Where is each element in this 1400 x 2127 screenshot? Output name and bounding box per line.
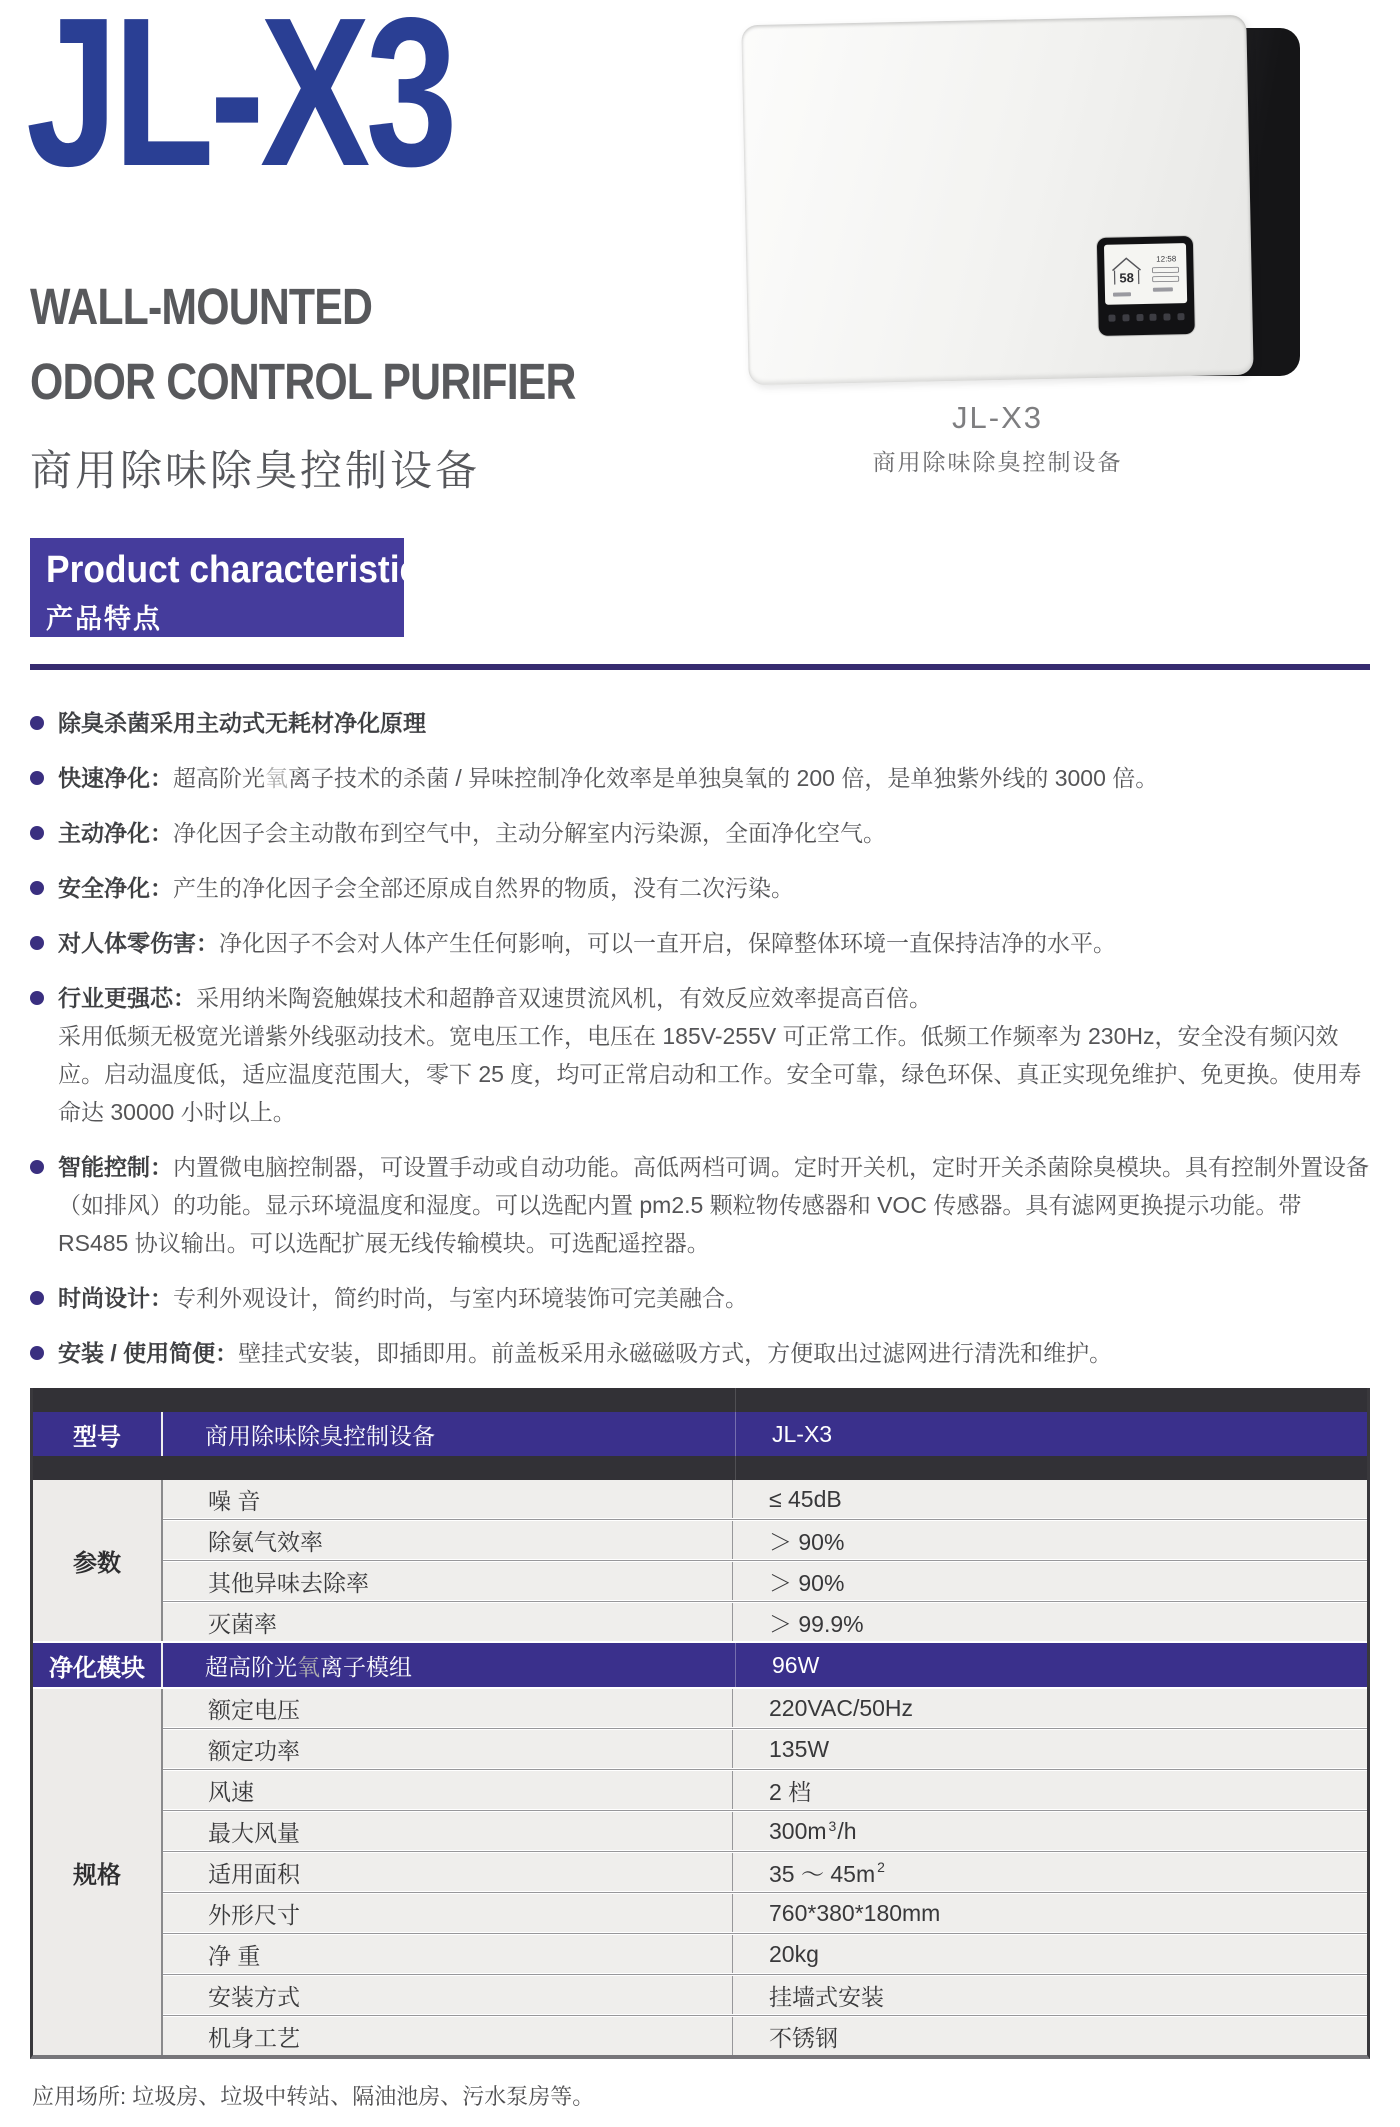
list-item [30,924,1376,962]
list-item [30,869,1376,907]
bullet-icon [30,991,44,1005]
feature-label: 安全净化： [58,875,173,901]
product-photo [700,0,1390,500]
bullet-icon [30,1291,44,1305]
feature-label: 快速净化： [58,765,173,791]
headline-line1: WALL-MOUNTED [30,278,373,335]
screen-reading: 58 [1119,270,1135,286]
screen-time: 12:58 [1156,254,1177,264]
table-row: 风速 2 档 [163,1771,1367,1809]
bullet-icon [30,936,44,950]
table-row: 机身工艺 不锈钢 [163,2017,1367,2055]
module-row-name: 超高阶光 氧 离子模组 [205,1653,412,1680]
model-row-label: 型号 [33,1412,163,1456]
list-item [30,704,1376,742]
module-row-value: 96W [735,1643,1367,1687]
headline-en [30,276,680,426]
panel-button-icons [1105,313,1187,322]
table-row: 除氨气效率 ＞ 90% [163,1521,1367,1559]
bullet-icon [30,1346,44,1360]
table-row: 适用面积 35 ～ 45m $^2$ [163,1853,1367,1891]
table-module-row [33,1643,1367,1687]
feature-text: 专利外观设计，简约时尚，与室内环境装饰可完美融合。 [173,1285,748,1311]
feature-label: 时尚设计： [58,1285,173,1311]
table-row: 安装方式 挂墙式安装 [163,1976,1367,2014]
feature-text: 净化因子会主动散布到空气中，主动分解室内污染源，全面净化空气。 [173,820,886,846]
list-item [30,1279,1376,1317]
section-header [30,538,439,637]
params-group-label: 参数 [33,1480,163,1641]
feature-label: 主动净化： [58,820,173,846]
bullet-icon [30,1160,44,1174]
feature-text: 采用纳米陶瓷触媒技术和超静音双速贯流风机，有效反应效率提高百倍。 [196,985,932,1011]
feature-text: 超高阶光氧离子技术的杀菌 / 异味控制净化效率是单独臭氧的 200 倍，是单独紫外线的 3000 倍。 [173,765,1159,791]
list-item [30,1334,1376,1372]
model-row-value: JL-X3 [735,1412,1367,1456]
feature-text-extra: 采用低频无极宽光谱紫外线驱动技术。宽电压工作，电压在 185V-255V 可正常工作。低频工作频率为 230Hz，安全没有频闪效应。启动温度低，适应温度范围大，零下 25 度，均可正常启动和工作。安全可靠，绿色环保、真正实现免维护、免更换。使用寿命达 30000 小时以上。 [58,1023,1362,1125]
list-item [30,759,1376,797]
feature-text: 壁挂式安装，即插即用。前盖板采用永磁磁吸方式，方便取出过滤网进行清洗和维护。 [238,1340,1113,1366]
feature-label: 安装 / 使用简便： [58,1340,239,1366]
table-row: 额定电压 220VAC/50Hz [163,1689,1367,1727]
device-display [1104,243,1187,305]
table-row: 额定功率 135W [163,1730,1367,1768]
table-model-row [33,1412,1367,1456]
section-divider [30,664,1370,670]
bullet-icon [30,881,44,895]
feature-label: 行业更强芯： [58,985,196,1011]
table-band [33,1456,1367,1480]
feature-label: 对人体零伤害： [58,930,219,956]
feature-label: 智能控制： [58,1154,173,1180]
table-row: 其他异味去除率 ＞ 90% [163,1562,1367,1600]
table-row: 灭菌率 ＞ 99.9% [163,1603,1367,1641]
bullet-icon [30,716,44,730]
section-title-en: Product characteristics [46,549,439,591]
list-item [30,979,1376,1131]
headline-cn: 商用除味除臭控制设备 [30,449,481,495]
list-item [30,1148,1376,1262]
page-title: JL-X3 [26,0,453,210]
model-row-name: 商用除味除臭控制设备 [205,1422,435,1449]
table-row: 净 重 20kg [163,1935,1367,1973]
specs-group [33,1689,1367,2055]
table-row: 噪 音 ≤ 45dB [163,1480,1367,1518]
display-graphic [1104,243,1187,305]
table-row: 外形尺寸 760*380*180mm [163,1894,1367,1932]
bullet-icon [30,826,44,840]
feature-text: 净化因子不会对人体产生任何影响，可以一直开启，保障整体环境一直保持洁净的水平。 [219,930,1116,956]
table-top-band [33,1388,1367,1412]
specs-group-label: 规格 [33,1689,163,2055]
photo-caption-cn: 商用除味除臭控制设备 [872,450,1123,475]
params-group [33,1480,1367,1641]
feature-text: 内置微电脑控制器，可设置手动或自动功能。高低两档可调。定时开关机，定时开关杀菌除臭模块。具有控制外置设备（如排风）的功能。显示环境温度和湿度。可以选配内置 pm2.5 颗粒物传感器和 VOC 传感器。具有滤网更换提示功能。带 RS485 协议输出。可以选配扩展无线传输模块。可选配遥控器。 [58,1154,1369,1256]
spec-table [30,1388,1370,2059]
module-row-label: 净化模块 [33,1643,163,1687]
headline-line2: ODOR CONTROL PURIFIER [30,353,576,410]
table-row: 最大风量 300m $^3$ /h [163,1812,1367,1850]
feature-text: 产生的净化因子会全部还原成自然界的物质，没有二次污染。 [173,875,794,901]
feature-label: 除臭杀菌采用主动式无耗材净化原理 [58,710,426,736]
section-title-cn: 产品特点 [46,604,162,634]
control-panel [1097,236,1195,336]
feature-list [30,704,1376,1389]
list-item [30,814,1376,852]
photo-caption-model: JL-X3 [952,400,1043,435]
applications-note: 应用场所: 垃圾房、垃圾中转站、隔油池房、污水泵房等。 [32,2084,595,2109]
device-front-panel [741,15,1253,385]
bullet-icon [30,771,44,785]
